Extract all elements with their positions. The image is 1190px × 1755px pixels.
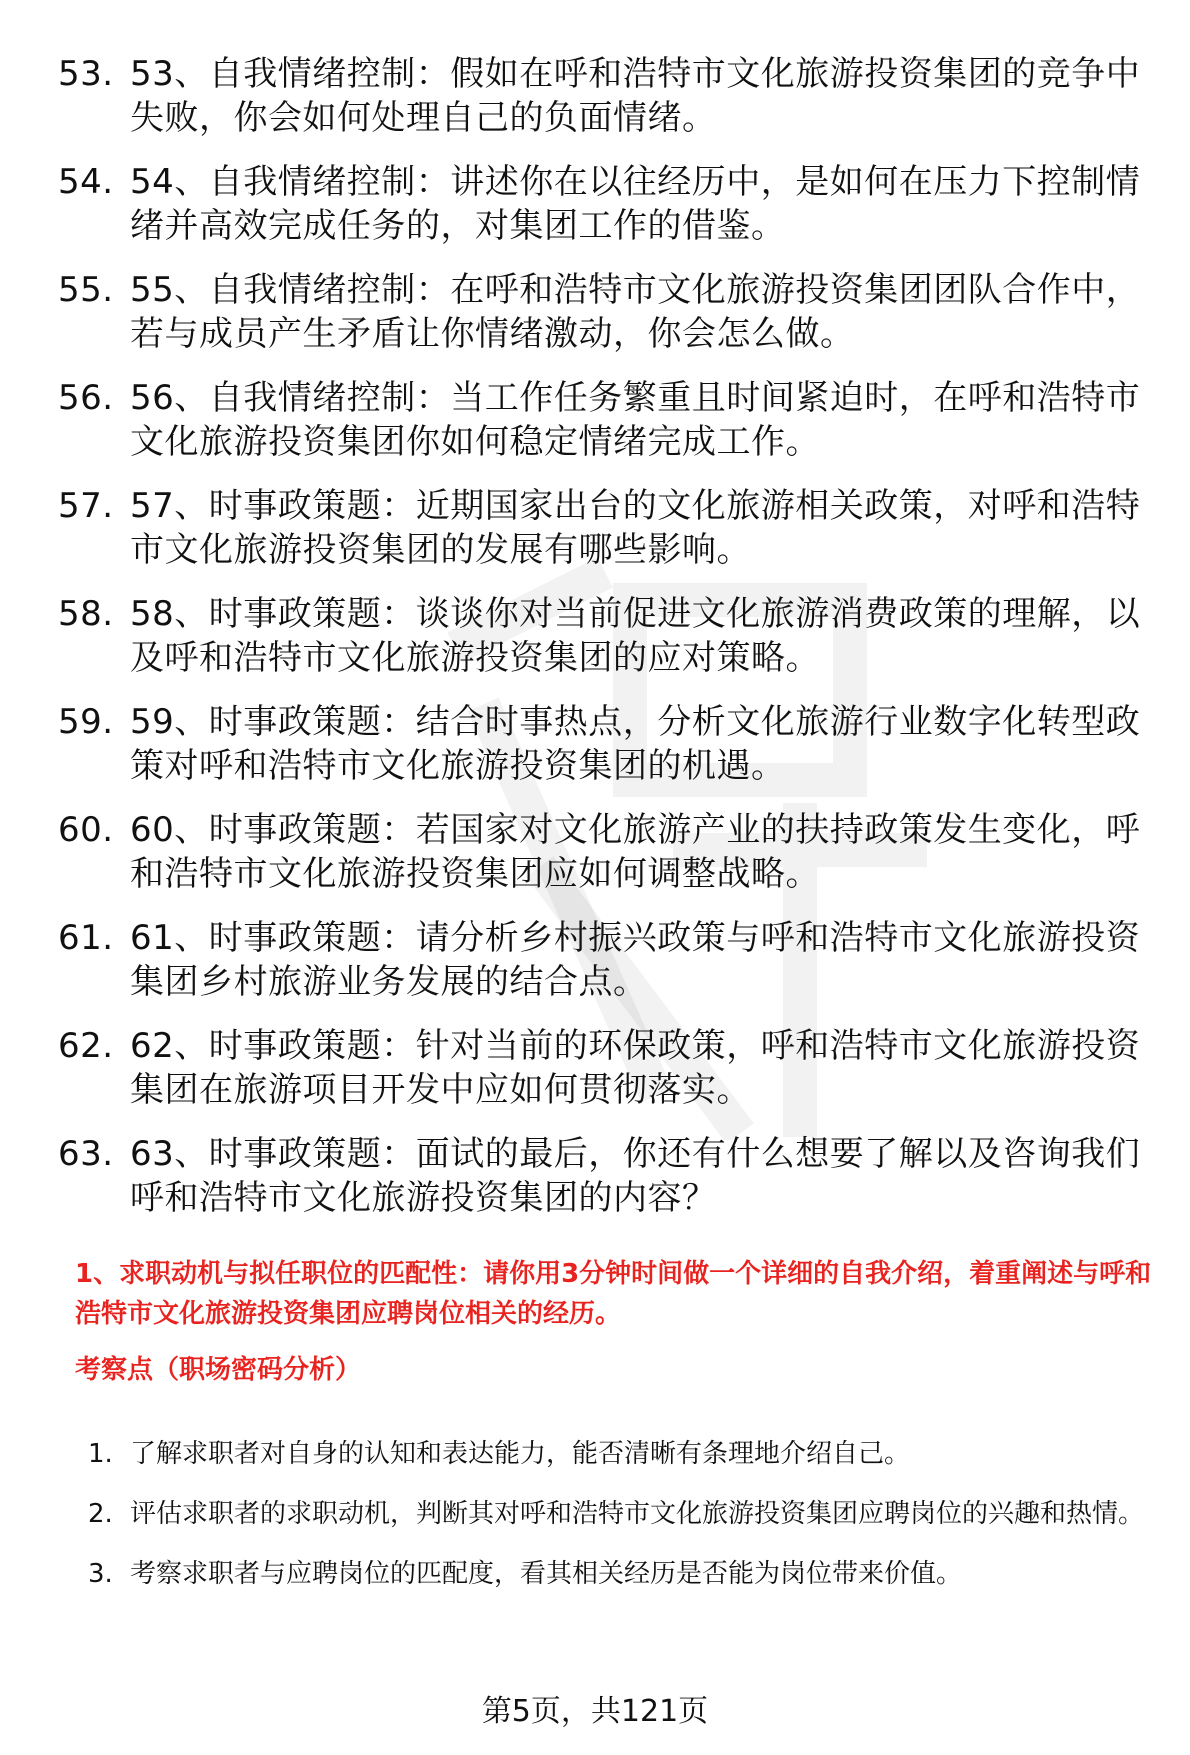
item-number: 2. <box>88 1499 113 1529</box>
item-text: 考察求职者与应聘岗位的匹配度，看其相关经历是否能为岗位带来价值。 <box>130 1559 963 1589</box>
item-text: 61、时事政策题：请分析乡村振兴政策与呼和浩特市文化旅游投资集团乡村旅游业务发展的结合点。 <box>130 918 1141 1002</box>
item-number: 3. <box>88 1559 113 1589</box>
item-text: 59、时事政策题：结合时事热点，分析文化旅游行业数字化转型政策对呼和浩特市文化旅游投资集团的机遇。 <box>130 702 1141 786</box>
list-item <box>88 1424 1158 1484</box>
item-number: 54. <box>58 162 114 202</box>
item-number: 57. <box>58 486 114 526</box>
item-text: 55、自我情绪控制：在呼和浩特市文化旅游投资集团团队合作中，若与成员产生矛盾让你情绪激动，你会怎么做。 <box>130 270 1141 354</box>
item-number: 58. <box>58 594 114 634</box>
item-number: 53. <box>58 54 114 94</box>
item-text: 了解求职者对自身的认知和表达能力，能否清晰有条理地介绍自己。 <box>130 1439 911 1469</box>
item-text: 53、自我情绪控制：假如在呼和浩特市文化旅游投资集团的竞争中失败，你会如何处理自己的负面情绪。 <box>130 54 1141 138</box>
item-text: 63、时事政策题：面试的最后，你还有什么想要了解以及咨询我们呼和浩特市文化旅游投资集团的内容？ <box>130 1134 1141 1218</box>
list-item <box>88 1544 1158 1604</box>
list-item <box>58 376 1158 464</box>
section-heading: 1、求职动机与拟任职位的匹配性：请你用3分钟时间做一个详细的自我介绍，着重阐述与呼和浩特市文化旅游投资集团应聘岗位相关的经历。 <box>75 1259 1152 1329</box>
list-item <box>58 916 1158 1004</box>
assessment-points <box>88 1424 1158 1604</box>
list-item <box>58 700 1158 788</box>
item-number: 61. <box>58 918 114 958</box>
item-number: 62. <box>58 1026 114 1066</box>
page-footer: 第5页，共121页 <box>481 1694 709 1729</box>
item-text: 评估求职者的求职动机，判断其对呼和浩特市文化旅游投资集团应聘岗位的兴趣和热情。 <box>130 1499 1145 1529</box>
item-number: 1. <box>88 1439 113 1469</box>
list-item <box>58 1132 1158 1220</box>
list-item <box>88 1484 1158 1544</box>
question-list <box>58 52 1158 1240</box>
section-subheading: 考察点（职场密码分析） <box>75 1355 362 1385</box>
item-text: 57、时事政策题：近期国家出台的文化旅游相关政策，对呼和浩特市文化旅游投资集团的发展有哪些影响。 <box>130 486 1141 570</box>
list-item <box>58 592 1158 680</box>
list-item <box>58 1024 1158 1112</box>
item-number: 60. <box>58 810 114 850</box>
list-item <box>58 160 1158 248</box>
list-item <box>58 52 1158 140</box>
list-item <box>58 484 1158 572</box>
item-number: 59. <box>58 702 114 742</box>
item-text: 60、时事政策题：若国家对文化旅游产业的扶持政策发生变化，呼和浩特市文化旅游投资集团应如何调整战略。 <box>130 810 1141 894</box>
item-number: 63. <box>58 1134 114 1174</box>
list-item <box>58 268 1158 356</box>
item-text: 56、自我情绪控制：当工作任务繁重且时间紧迫时，在呼和浩特市文化旅游投资集团你如何稳定情绪完成工作。 <box>130 378 1141 462</box>
item-text: 58、时事政策题：谈谈你对当前促进文化旅游消费政策的理解，以及呼和浩特市文化旅游投资集团的应对策略。 <box>130 594 1141 678</box>
item-text: 54、自我情绪控制：讲述你在以往经历中，是如何在压力下控制情绪并高效完成任务的，对集团工作的借鉴。 <box>130 162 1141 246</box>
list-item <box>58 808 1158 896</box>
item-text: 62、时事政策题：针对当前的环保政策，呼和浩特市文化旅游投资集团在旅游项目开发中应如何贯彻落实。 <box>130 1026 1141 1110</box>
item-number: 55. <box>58 270 114 310</box>
item-number: 56. <box>58 378 114 418</box>
